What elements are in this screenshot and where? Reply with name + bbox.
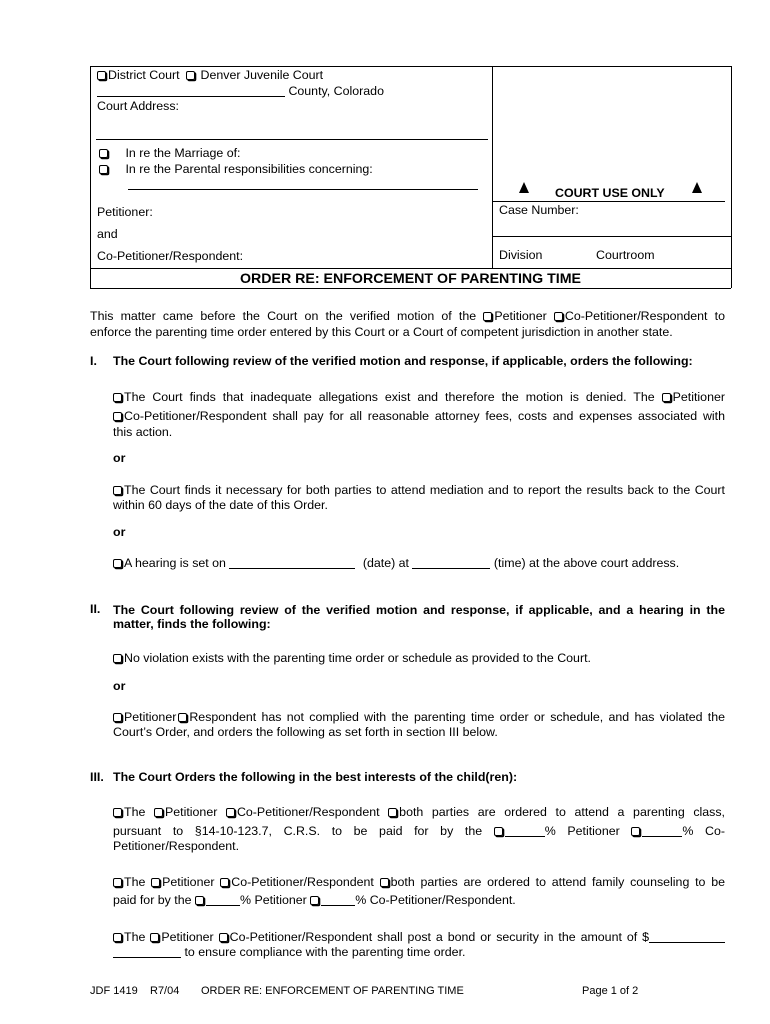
bond-petitioner-label: Petitioner xyxy=(161,930,214,944)
section-3-option-2-line-1 xyxy=(113,874,725,890)
triangle-up-icon xyxy=(519,182,529,193)
class-pct-co-checkbox[interactable] xyxy=(631,827,640,836)
marriage-checkbox[interactable] xyxy=(99,149,108,158)
counseling-petitioner-checkbox[interactable] xyxy=(151,878,160,887)
class-petitioner-checkbox[interactable] xyxy=(154,808,163,817)
section-3-option-1-line-3: Petitioner/Respondent. xyxy=(113,839,240,853)
class-pct-co-blank[interactable] xyxy=(642,824,682,837)
no-violation-checkbox[interactable] xyxy=(113,654,122,663)
intro-petitioner-checkbox[interactable] xyxy=(483,312,492,321)
section-2-heading-line-2: matter, finds the following: xyxy=(113,617,271,631)
counseling-pct-petitioner-blank[interactable] xyxy=(206,893,240,906)
parental-checkbox[interactable] xyxy=(99,165,108,174)
no-violation-text: No violation exists with the parenting time order or schedule as provided to the Court. xyxy=(124,651,591,665)
hearing-date-blank[interactable] xyxy=(229,556,355,569)
section-3-number: III. xyxy=(90,770,104,784)
footer-page-number: Page 1 of 2 xyxy=(582,985,639,997)
case-number-label: Case Number: xyxy=(499,203,579,217)
footer-form-number: JDF 1419 xyxy=(90,985,138,997)
class-co-petitioner-label: Co-Petitioner/Respondent xyxy=(236,805,380,819)
section-3-option-2-line-2 xyxy=(113,893,516,907)
section-1-option-1-line-3: this action. xyxy=(113,425,173,439)
intro-text: This matter came before the Court on the verified motion of the xyxy=(90,309,477,323)
intro-petitioner-label: Petitioner xyxy=(494,309,547,323)
denver-juvenile-checkbox[interactable] xyxy=(186,71,195,80)
footer-title: ORDER RE: ENFORCEMENT OF PARENTING TIME xyxy=(201,985,464,997)
bond-compliance-text: to ensure compliance with the parenting time order. xyxy=(184,945,466,959)
class-pct-petitioner-blank[interactable] xyxy=(505,824,545,837)
fees-petitioner-checkbox[interactable] xyxy=(662,393,671,402)
marriage-line xyxy=(99,146,240,160)
counseling-payment-text: paid for by the xyxy=(113,893,192,907)
county-blank[interactable] xyxy=(97,84,285,97)
court-address-label: Court Address: xyxy=(97,99,179,113)
bond-co-petitioner-checkbox[interactable] xyxy=(219,933,228,942)
violation-petitioner-label: Petitioner xyxy=(124,710,177,724)
mediation-checkbox[interactable] xyxy=(113,486,122,495)
document-title: ORDER RE: ENFORCEMENT OF PARENTING TIME xyxy=(239,271,582,287)
hearing-time-blank[interactable] xyxy=(412,556,490,569)
denied-text: The Court finds that inadequate allegations exist and therefore the motion is denied. The xyxy=(124,390,655,404)
class-payment-text: pursuant to §14-10-123.7, C.R.S. to be paid for by the xyxy=(113,824,483,838)
or-separator: or xyxy=(113,525,126,539)
fees-co-petitioner-checkbox[interactable] xyxy=(113,412,122,421)
hearing-checkbox[interactable] xyxy=(113,559,122,568)
hearing-date-label: (date) at xyxy=(362,556,410,570)
counseling-pct-co-label: % Co-Petitioner/Respondent. xyxy=(355,893,516,907)
section-1-option-2-line-1 xyxy=(113,482,725,498)
section-2-option-1 xyxy=(113,651,591,665)
mediation-text: The Court finds it necessary for both parties to attend mediation and to report the results back to the Court xyxy=(124,483,725,497)
section-1-option-3 xyxy=(113,556,679,570)
parental-line xyxy=(99,162,373,176)
counseling-the-label: The xyxy=(124,875,146,889)
district-court-checkbox[interactable] xyxy=(97,71,106,80)
or-separator: or xyxy=(113,451,126,465)
bond-co-petitioner-text: Co-Petitioner/Respondent shall post a bond or security in the amount of $ xyxy=(229,930,650,944)
county-line xyxy=(97,84,384,98)
section-2-heading-line-1: The Court following review of the verified motion and response, if applicable, and a hearing in the xyxy=(113,603,725,617)
counseling-pct-petitioner-label: % Petitioner xyxy=(239,893,307,907)
counseling-pct-petitioner-checkbox[interactable] xyxy=(195,896,204,905)
counseling-petitioner-label: Petitioner xyxy=(162,875,215,889)
section-2-option-2-line-2: Court’s Order, and orders the following as set forth in section III below. xyxy=(113,725,498,739)
intro-line-2: enforce the parenting time order entered by this Court or a Court of competent jurisdiction in another state. xyxy=(90,325,673,339)
section-1-option-1-line-2 xyxy=(113,408,725,424)
division-label: Division xyxy=(499,248,543,262)
class-pct-petitioner-label: % Petitioner xyxy=(544,824,620,838)
intro-co-respondent-label: Co-Petitioner/Respondent to xyxy=(564,309,725,323)
counseling-co-petitioner-checkbox[interactable] xyxy=(220,878,229,887)
section-3-option-3-line-2 xyxy=(113,945,465,959)
section-1-option-1-line-1 xyxy=(113,389,725,405)
counseling-pct-co-checkbox[interactable] xyxy=(310,896,319,905)
counseling-the-checkbox[interactable] xyxy=(113,878,122,887)
fees-petitioner-label: Petitioner xyxy=(672,390,725,404)
violation-respondent-text: Respondent has not complied with the parenting time order or schedule, and has violated the xyxy=(189,710,725,724)
class-both-text: both parties are ordered to attend a parenting class, xyxy=(399,805,726,819)
violation-petitioner-checkbox[interactable] xyxy=(113,713,122,722)
bond-petitioner-checkbox[interactable] xyxy=(150,933,159,942)
or-separator: or xyxy=(113,679,126,693)
marriage-label: In re the Marriage of: xyxy=(125,146,241,160)
bond-amount-blank-2[interactable] xyxy=(113,945,181,958)
section-3-heading: The Court Orders the following in the best interests of the child(ren): xyxy=(113,770,518,784)
denver-juvenile-label: Denver Juvenile Court xyxy=(200,68,324,82)
co-petitioner-label: Co-Petitioner/Respondent: xyxy=(97,249,244,263)
section-2-number: II. xyxy=(90,602,101,616)
violation-respondent-checkbox[interactable] xyxy=(178,713,187,722)
hearing-time-label: (time) at the above court address. xyxy=(493,556,680,570)
class-the-checkbox[interactable] xyxy=(113,808,122,817)
section-3-option-1-line-1 xyxy=(113,804,725,820)
bond-amount-blank[interactable] xyxy=(649,930,725,943)
class-the-label: The xyxy=(124,805,146,819)
fees-co-petitioner-text: Co-Petitioner/Respondent shall pay for all reasonable attorney fees, costs and expenses associated with xyxy=(124,409,725,423)
class-petitioner-label: Petitioner xyxy=(164,805,218,819)
triangle-up-icon xyxy=(692,182,702,193)
bond-the-label: The xyxy=(124,930,146,944)
hearing-text: A hearing is set on xyxy=(124,556,226,570)
section-1-number: I. xyxy=(90,354,97,368)
parental-label: In re the Parental responsibilities concerning: xyxy=(125,162,373,176)
counseling-co-petitioner-label: Co-Petitioner/Respondent xyxy=(231,875,374,889)
denied-checkbox[interactable] xyxy=(113,393,122,402)
section-3-option-3-line-1 xyxy=(113,929,725,945)
county-label: County, Colorado xyxy=(288,84,384,98)
footer-revision: R7/04 xyxy=(150,985,180,997)
and-label: and xyxy=(97,227,118,241)
section-2-option-2-line-1 xyxy=(113,709,725,725)
district-court-label: District Court xyxy=(108,68,180,82)
section-3-option-1-line-2 xyxy=(113,823,725,839)
class-pct-petitioner-checkbox[interactable] xyxy=(494,827,503,836)
intro-co-respondent-checkbox[interactable] xyxy=(554,312,563,321)
class-pct-co-label: % Co- xyxy=(682,824,725,838)
section-1-option-2-line-2: within 60 days of the date of this Order. xyxy=(113,498,328,512)
petitioner-label: Petitioner: xyxy=(97,205,153,219)
courtroom-label: Courtroom xyxy=(596,248,655,262)
section-1-heading: The Court following review of the verified motion and response, if applicable, orders the following: xyxy=(113,354,693,368)
counseling-both-text: both parties are ordered to attend family counseling to be xyxy=(390,875,725,889)
class-co-petitioner-checkbox[interactable] xyxy=(226,808,235,817)
bond-the-checkbox[interactable] xyxy=(113,933,122,942)
court-use-only-label: COURT USE ONLY xyxy=(555,186,665,200)
court-type-line xyxy=(97,68,323,82)
counseling-pct-co-blank[interactable] xyxy=(321,893,355,906)
counseling-both-checkbox[interactable] xyxy=(380,878,389,887)
intro-line-1 xyxy=(90,309,725,323)
class-both-checkbox[interactable] xyxy=(388,808,397,817)
